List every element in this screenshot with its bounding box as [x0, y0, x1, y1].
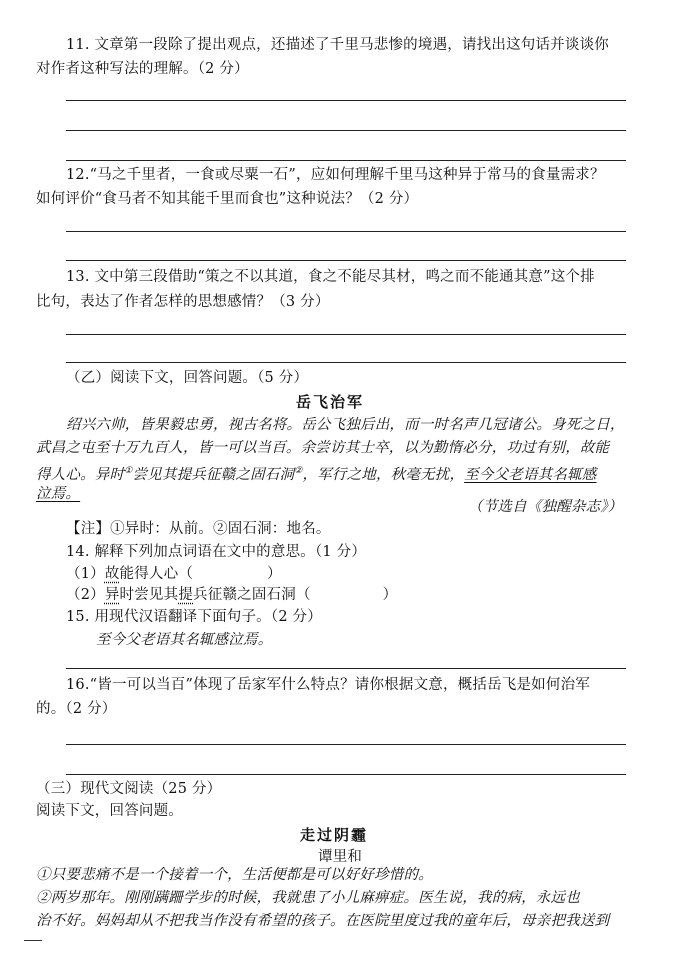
answer-line[interactable] — [66, 668, 626, 669]
answer-line[interactable] — [66, 130, 626, 131]
part-b-para1: 绍兴六帅，皆果毅忠勇，视古名将。岳公飞独后出，而一时名声几冠诸公。身死之日， — [66, 417, 625, 433]
q14-item2 — [66, 586, 397, 604]
para3-text-b: 尝见其提兵征赣之固石洞 — [132, 466, 295, 483]
q14-item2-close: ） — [382, 587, 398, 603]
underlined-sentence-part1: 至今父老语其名辄感 — [464, 466, 597, 483]
q14-line1: 14. 解释下列加点词语在文中的意思。（1 分） — [66, 544, 367, 560]
para3-text-c: ，军行之地，秋毫无扰， — [302, 466, 465, 483]
part-b-para3 — [36, 462, 596, 484]
answer-line[interactable] — [66, 160, 626, 161]
q14-item2-num: （2） — [66, 587, 105, 603]
page-corner-mark — [24, 940, 42, 941]
q14-item2-text-b: 兵征赣之固石洞（ — [193, 587, 311, 603]
q14-item2-dotted-word-1: 异 — [104, 587, 120, 603]
q11-line1: 11. 文章第一段除了提出观点，还描述了千里马悲惨的境遇，请找出这句话并谈谈你 — [66, 37, 609, 53]
answer-line[interactable] — [66, 260, 626, 261]
part-b-note: 【注】①异时：从前。②固石洞：地名。 — [66, 521, 331, 537]
q12-line1: 12.“马之千里者，一食或尽粟一石”，应如何理解千里马这种异于常马的食量需求？ — [66, 167, 605, 183]
q11-line2: 对作者这种写法的理解。（2 分） — [36, 61, 249, 77]
part-c-heading: （三）现代文阅读（25 分） — [36, 781, 222, 797]
q13-line1: 13. 文中第三段借助“策之不以其道，食之不能尽其材，鸣之而不能通其意”这个排 — [66, 269, 595, 285]
footnote-mark-1: ① — [124, 466, 133, 476]
answer-line[interactable] — [66, 334, 626, 335]
q14-item1-close: ） — [267, 566, 282, 582]
part-c-title: 走过阴霾 — [300, 826, 369, 844]
q14-item2-dotted-word-2: 提 — [178, 587, 194, 603]
part-c-p2-line2: 治不好。妈妈却从不把我当作没有希望的孩子。在医院里度过我的童年后，母亲把我送到 — [36, 913, 610, 929]
answer-line[interactable] — [66, 774, 626, 775]
q15-line2: 至今父老语其名辄感泣焉。 — [96, 632, 273, 648]
q14-item1-num: （1） — [66, 566, 105, 582]
para3-text-a: 得人心。异时 — [36, 466, 125, 483]
q14-item2-text-a: 时尝见其 — [119, 587, 179, 603]
part-b-source: （节选自《独醒杂志》） — [468, 499, 623, 515]
part-c-p1: ①只要悲痛不是一个接着一个，生活便都是可以好好珍惜的。 — [36, 867, 433, 883]
answer-line[interactable] — [66, 362, 626, 363]
part-b-title: 岳飞治军 — [296, 393, 365, 411]
answer-line[interactable] — [66, 100, 626, 101]
underlined-sentence-part2: 泣焉。 — [36, 486, 81, 502]
part-b-intro: （乙）阅读下文，回答问题。（5 分） — [66, 370, 309, 386]
answer-line[interactable] — [66, 231, 626, 232]
q16-line1: 16.“皆一可以当百”体现了岳家军什么特点？请你根据文意，概括岳飞是如何治军 — [66, 677, 590, 693]
answer-line[interactable] — [66, 744, 626, 745]
q13-line2: 比句，表达了作者怎样的思想感情？（3 分） — [36, 294, 330, 310]
part-c-intro: 阅读下文，回答问题。 — [36, 803, 183, 819]
q14-item1-dotted-word: 故 — [104, 566, 120, 582]
q16-line2: 的。（2 分） — [36, 701, 117, 717]
q12-line2: 如何评价“食马者不知其能千里而食也”这种说法？（2 分） — [36, 191, 419, 207]
q15-line1: 15. 用现代汉语翻译下面句子。（2 分） — [66, 609, 322, 625]
q14-item1-text: 能得人心（ — [119, 566, 194, 582]
q14-item1 — [66, 565, 282, 583]
part-c-author: 谭里和 — [318, 849, 363, 865]
part-c-p2-line1: ②两岁那年。刚刚蹒跚学步的时候，我就患了小儿麻痹症。医生说，我的病，永远也 — [36, 890, 580, 906]
part-b-para2: 武昌之屯至十万九百人，皆一可以当百。余尝访其士卒，以为勤惰必分，功过有别，故能 — [36, 440, 610, 456]
part-b-para4 — [36, 485, 80, 503]
footnote-mark-2: ② — [294, 466, 303, 476]
